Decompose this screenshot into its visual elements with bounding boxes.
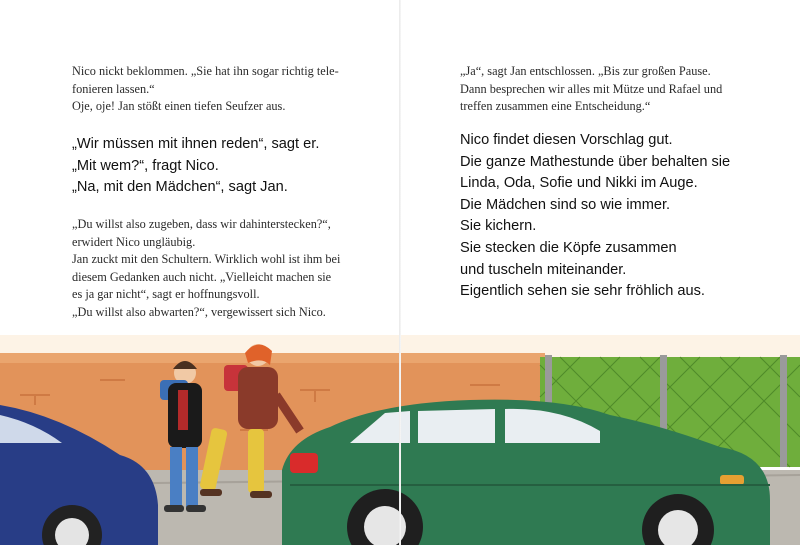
- left-paragraph-1: [72, 63, 339, 116]
- text-line: erwidert Nico ungläubig.: [72, 234, 196, 249]
- text-line: Sie stecken die Köpfe zusammen: [460, 239, 677, 256]
- left-paragraph-2: [72, 134, 319, 199]
- right-paragraph-1: [460, 63, 722, 116]
- text-line: Dann besprechen wir alles mit Mütze und Rafael und: [460, 81, 723, 96]
- text-line: „Wir müssen mit ihnen reden“, sagt er.: [72, 136, 320, 152]
- right-paragraph-2: [460, 130, 730, 303]
- text-line: „Ja“, sagt Jan entschlossen. „Bis zur großen Pause.: [460, 64, 711, 78]
- text-line: Eigentlich sehen sie sehr fröhlich aus.: [460, 283, 705, 300]
- text-line: und tuscheln miteinander.: [460, 261, 627, 278]
- text-line: „Mit wem?“, fragt Nico.: [72, 157, 219, 174]
- text-line: Linda, Oda, Sofie und Nikki im Auge.: [460, 175, 698, 192]
- text-line: Sie kichern.: [460, 218, 537, 235]
- book-gutter: [399, 0, 401, 545]
- text-line: Nico nickt beklommen. „Sie hat ihn sogar richtig tele-: [72, 64, 339, 78]
- text-line: Nico findet diesen Vorschlag gut.: [460, 132, 673, 148]
- text-line: Oje, oje! Jan stößt einen tiefen Seufzer aus.: [72, 99, 286, 113]
- text-line: „Du willst also zugeben, dass wir dahinterstecken?“,: [72, 217, 331, 231]
- text-line: diesem Gedanken auch nicht. „Vielleicht machen sie: [72, 269, 332, 284]
- text-line: „Du willst also abwarten?“, vergewissert sich Nico.: [72, 304, 326, 319]
- text-line: Jan zuckt mit den Schultern. Wirklich wohl ist ihm bei: [72, 252, 341, 266]
- left-paragraph-3: [72, 216, 340, 321]
- text-line: fonieren lassen.“: [72, 81, 155, 96]
- text-line: Die Mädchen sind so wie immer.: [460, 196, 671, 213]
- text-line: Die ganze Mathestunde über behalten sie: [460, 153, 731, 170]
- wall-top: [0, 353, 545, 363]
- text-line: „Na, mit den Mädchen“, sagt Jan.: [72, 179, 288, 196]
- text-line: treffen zusammen eine Entscheidung.“: [460, 99, 651, 113]
- text-line: es ja gar nicht“, sagt er hoffnungsvoll.: [72, 287, 260, 301]
